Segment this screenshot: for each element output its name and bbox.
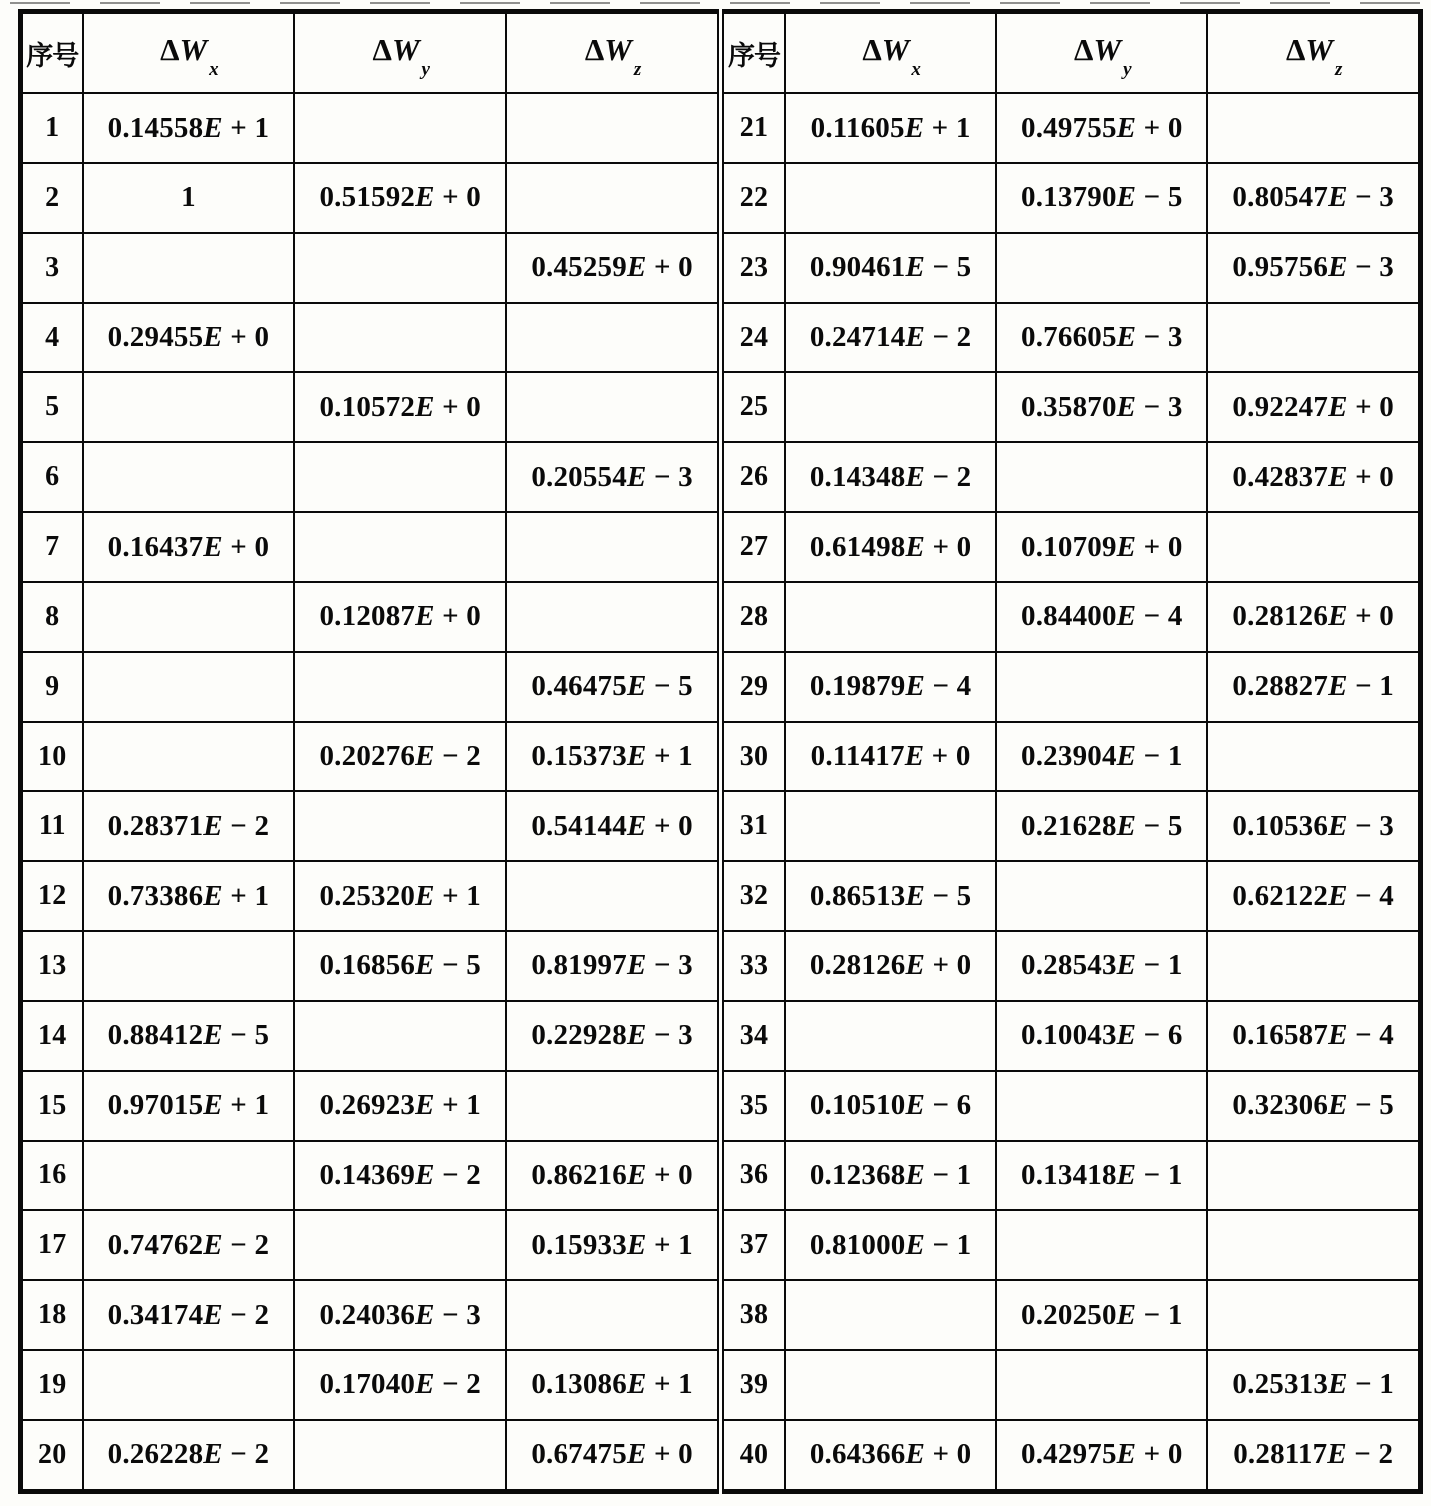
cell-wx: 0.88412E − 5 — [83, 1001, 295, 1071]
cell-wz: 0.92247E + 0 — [1207, 372, 1420, 442]
column-header-delta-w-y: $\Delta W_y$ — [996, 12, 1207, 94]
cell-wx — [785, 1280, 996, 1350]
cell-wx: 0.16437E + 0 — [83, 512, 295, 582]
cell-wx: 0.64366E + 0 — [785, 1420, 996, 1492]
cell-index: 12 — [21, 861, 83, 931]
table-row — [21, 652, 719, 722]
table-row — [21, 1420, 719, 1492]
cell-wz — [1207, 931, 1420, 1001]
cell-wx — [83, 722, 295, 792]
cell-index: 10 — [21, 722, 83, 792]
cell-wz: 0.28117E − 2 — [1207, 1420, 1420, 1492]
table-row — [21, 1280, 719, 1350]
cell-wz — [506, 1071, 718, 1141]
cell-wy — [996, 1210, 1207, 1280]
cell-wz: 0.62122E − 4 — [1207, 861, 1420, 931]
cell-index: 27 — [723, 512, 785, 582]
cell-index: 39 — [723, 1350, 785, 1420]
data-table-left — [18, 9, 719, 1494]
cell-wy: 0.35870E − 3 — [996, 372, 1207, 442]
cell-index: 26 — [723, 442, 785, 512]
cell-wz — [1207, 303, 1420, 373]
cell-wz: 0.28126E + 0 — [1207, 582, 1420, 652]
table-row — [21, 233, 719, 303]
cell-wz — [506, 303, 718, 373]
cell-wz: 0.95756E − 3 — [1207, 233, 1420, 303]
cell-wx: 0.61498E + 0 — [785, 512, 996, 582]
cell-wz: 0.54144E + 0 — [506, 791, 718, 861]
table-row — [21, 861, 719, 931]
cell-wy — [996, 861, 1207, 931]
table-row — [723, 1420, 1421, 1492]
cell-index: 3 — [21, 233, 83, 303]
cell-wx — [83, 582, 295, 652]
cell-wy: 0.26923E + 1 — [294, 1071, 506, 1141]
cell-wx — [83, 931, 295, 1001]
cell-wz — [506, 1280, 718, 1350]
table-row — [21, 582, 719, 652]
cell-wx: 0.19879E − 4 — [785, 652, 996, 722]
cell-wz: 0.46475E − 5 — [506, 652, 718, 722]
cell-wx: 0.10510E − 6 — [785, 1071, 996, 1141]
cell-index: 30 — [723, 722, 785, 792]
cell-wx: 0.28371E − 2 — [83, 791, 295, 861]
cell-wy — [294, 93, 506, 163]
table-row — [21, 303, 719, 373]
cell-index: 2 — [21, 163, 83, 233]
table-row — [21, 512, 719, 582]
cell-wz — [506, 93, 718, 163]
cell-wy: 0.25320E + 1 — [294, 861, 506, 931]
cell-wx: 0.86513E − 5 — [785, 861, 996, 931]
cell-wx: 1 — [83, 163, 295, 233]
cell-wy — [294, 1210, 506, 1280]
cell-index: 31 — [723, 791, 785, 861]
cell-index: 6 — [21, 442, 83, 512]
cell-wx — [785, 372, 996, 442]
table-row — [723, 652, 1421, 722]
table-row — [723, 791, 1421, 861]
table-row — [21, 1071, 719, 1141]
cell-wz: 0.80547E − 3 — [1207, 163, 1420, 233]
cell-wz: 0.16587E − 4 — [1207, 1001, 1420, 1071]
cell-wy: 0.84400E − 4 — [996, 582, 1207, 652]
table-row — [723, 442, 1421, 512]
cell-wy: 0.23904E − 1 — [996, 722, 1207, 792]
cell-wy: 0.10572E + 0 — [294, 372, 506, 442]
table-row — [723, 1350, 1421, 1420]
table-row — [21, 791, 719, 861]
cell-index: 20 — [21, 1420, 83, 1492]
cell-index: 40 — [723, 1420, 785, 1492]
table-row — [21, 722, 719, 792]
cell-wz: 0.86216E + 0 — [506, 1141, 718, 1211]
cell-wy: 0.49755E + 0 — [996, 93, 1207, 163]
cell-wz — [1207, 93, 1420, 163]
cell-wx — [785, 582, 996, 652]
cell-wz: 0.20554E − 3 — [506, 442, 718, 512]
cell-wy: 0.28543E − 1 — [996, 931, 1207, 1001]
cell-index: 22 — [723, 163, 785, 233]
data-table-right — [722, 9, 1423, 1494]
table-row — [723, 512, 1421, 582]
cell-wy — [996, 1350, 1207, 1420]
cell-wx: 0.73386E + 1 — [83, 861, 295, 931]
cell-wy — [996, 652, 1207, 722]
cell-wx: 0.97015E + 1 — [83, 1071, 295, 1141]
cell-index: 34 — [723, 1001, 785, 1071]
cell-index: 28 — [723, 582, 785, 652]
cell-index: 8 — [21, 582, 83, 652]
cell-index: 29 — [723, 652, 785, 722]
cell-wz — [506, 861, 718, 931]
cell-wz: 0.13086E + 1 — [506, 1350, 718, 1420]
table-row — [723, 931, 1421, 1001]
cell-wy: 0.76605E − 3 — [996, 303, 1207, 373]
cell-index: 14 — [21, 1001, 83, 1071]
cell-wx: 0.34174E − 2 — [83, 1280, 295, 1350]
cell-wz: 0.81997E − 3 — [506, 931, 718, 1001]
table-row — [723, 233, 1421, 303]
table-row — [21, 1210, 719, 1280]
cell-index: 4 — [21, 303, 83, 373]
cell-index: 1 — [21, 93, 83, 163]
table-row — [21, 1141, 719, 1211]
cell-wz: 0.22928E − 3 — [506, 1001, 718, 1071]
table-row — [723, 163, 1421, 233]
cell-index: 25 — [723, 372, 785, 442]
cell-wy — [294, 1001, 506, 1071]
cell-wy: 0.51592E + 0 — [294, 163, 506, 233]
table-row — [723, 1280, 1421, 1350]
cell-wx: 0.90461E − 5 — [785, 233, 996, 303]
cell-wz: 0.28827E − 1 — [1207, 652, 1420, 722]
cell-wx — [785, 791, 996, 861]
column-header-index: 序号 — [723, 12, 785, 94]
cell-index: 13 — [21, 931, 83, 1001]
cell-index: 18 — [21, 1280, 83, 1350]
cell-wx: 0.12368E − 1 — [785, 1141, 996, 1211]
header-row — [21, 12, 719, 94]
cell-index: 24 — [723, 303, 785, 373]
table-row — [723, 1141, 1421, 1211]
table-row — [723, 722, 1421, 792]
cell-index: 37 — [723, 1210, 785, 1280]
cell-wy: 0.14369E − 2 — [294, 1141, 506, 1211]
cell-wy — [294, 442, 506, 512]
cell-wy: 0.16856E − 5 — [294, 931, 506, 1001]
cell-wz — [506, 163, 718, 233]
cell-index: 38 — [723, 1280, 785, 1350]
cell-wz — [1207, 1141, 1420, 1211]
table-row — [723, 1001, 1421, 1071]
column-header-delta-w-x: $\Delta W_x$ — [785, 12, 996, 94]
cell-wy: 0.13790E − 5 — [996, 163, 1207, 233]
cell-wz: 0.15933E + 1 — [506, 1210, 718, 1280]
cell-wz: 0.42837E + 0 — [1207, 442, 1420, 512]
cell-wx — [83, 1350, 295, 1420]
cell-wx: 0.11605E + 1 — [785, 93, 996, 163]
cell-wy — [294, 791, 506, 861]
cell-wy: 0.10709E + 0 — [996, 512, 1207, 582]
cell-index: 7 — [21, 512, 83, 582]
cell-wx: 0.14558E + 1 — [83, 93, 295, 163]
cell-wx: 0.14348E − 2 — [785, 442, 996, 512]
table-pair-container — [18, 9, 1423, 1494]
table-row — [21, 372, 719, 442]
cell-wz — [1207, 1280, 1420, 1350]
table-row — [21, 93, 719, 163]
cell-index: 21 — [723, 93, 785, 163]
cell-wz: 0.32306E − 5 — [1207, 1071, 1420, 1141]
cell-index: 33 — [723, 931, 785, 1001]
table-row — [723, 1071, 1421, 1141]
table-row — [21, 931, 719, 1001]
table-row — [723, 303, 1421, 373]
cell-wz: 0.15373E + 1 — [506, 722, 718, 792]
column-header-delta-w-x: $\Delta W_x$ — [83, 12, 295, 94]
cell-wy — [294, 233, 506, 303]
cell-wy: 0.12087E + 0 — [294, 582, 506, 652]
cell-wz — [506, 372, 718, 442]
cell-wx — [83, 1141, 295, 1211]
cell-wx — [785, 163, 996, 233]
table-row — [21, 1001, 719, 1071]
cell-wx: 0.81000E − 1 — [785, 1210, 996, 1280]
cell-index: 5 — [21, 372, 83, 442]
cell-wz — [506, 582, 718, 652]
cell-index: 19 — [21, 1350, 83, 1420]
cell-wx: 0.26228E − 2 — [83, 1420, 295, 1492]
cell-index: 32 — [723, 861, 785, 931]
cell-index: 15 — [21, 1071, 83, 1141]
cell-wx — [785, 1001, 996, 1071]
cell-wz — [1207, 722, 1420, 792]
header-row — [723, 12, 1421, 94]
cell-index: 11 — [21, 791, 83, 861]
table-row — [21, 163, 719, 233]
cell-wx: 0.11417E + 0 — [785, 722, 996, 792]
cell-wy — [294, 303, 506, 373]
cell-wy — [294, 1420, 506, 1492]
cell-wz: 0.25313E − 1 — [1207, 1350, 1420, 1420]
cell-wy — [996, 442, 1207, 512]
cell-wx — [83, 372, 295, 442]
cell-wy — [294, 512, 506, 582]
cell-index: 36 — [723, 1141, 785, 1211]
cell-wy — [294, 652, 506, 722]
cell-wy: 0.20276E − 2 — [294, 722, 506, 792]
cell-wy — [996, 233, 1207, 303]
cell-wx: 0.24714E − 2 — [785, 303, 996, 373]
table-row — [21, 442, 719, 512]
cell-wz — [1207, 1210, 1420, 1280]
table-row — [723, 1210, 1421, 1280]
cell-index: 17 — [21, 1210, 83, 1280]
table-row — [723, 582, 1421, 652]
cell-wx: 0.28126E + 0 — [785, 931, 996, 1001]
cell-wy: 0.20250E − 1 — [996, 1280, 1207, 1350]
table-row — [723, 93, 1421, 163]
table-row — [723, 861, 1421, 931]
cell-wx: 0.74762E − 2 — [83, 1210, 295, 1280]
cell-wz — [506, 512, 718, 582]
cell-wz: 0.67475E + 0 — [506, 1420, 718, 1492]
column-header-index: 序号 — [21, 12, 83, 94]
cell-wx — [83, 652, 295, 722]
cell-wy — [996, 1071, 1207, 1141]
cell-wy: 0.21628E − 5 — [996, 791, 1207, 861]
column-header-delta-w-z: $\Delta W_z$ — [1207, 12, 1420, 94]
cell-wy: 0.42975E + 0 — [996, 1420, 1207, 1492]
cell-wz — [1207, 512, 1420, 582]
table-row — [723, 372, 1421, 442]
cell-wy: 0.24036E − 3 — [294, 1280, 506, 1350]
column-header-delta-w-z: $\Delta W_z$ — [506, 12, 718, 94]
cell-index: 16 — [21, 1141, 83, 1211]
cell-wy: 0.17040E − 2 — [294, 1350, 506, 1420]
cell-wx — [83, 442, 295, 512]
column-header-delta-w-y: $\Delta W_y$ — [294, 12, 506, 94]
cell-index: 23 — [723, 233, 785, 303]
cell-wy: 0.13418E − 1 — [996, 1141, 1207, 1211]
cell-wz: 0.10536E − 3 — [1207, 791, 1420, 861]
table-row — [21, 1350, 719, 1420]
cell-wx: 0.29455E + 0 — [83, 303, 295, 373]
cell-wx — [785, 1350, 996, 1420]
cell-index: 35 — [723, 1071, 785, 1141]
cell-wy: 0.10043E − 6 — [996, 1001, 1207, 1071]
cell-index: 9 — [21, 652, 83, 722]
cell-wz: 0.45259E + 0 — [506, 233, 718, 303]
cell-wx — [83, 233, 295, 303]
